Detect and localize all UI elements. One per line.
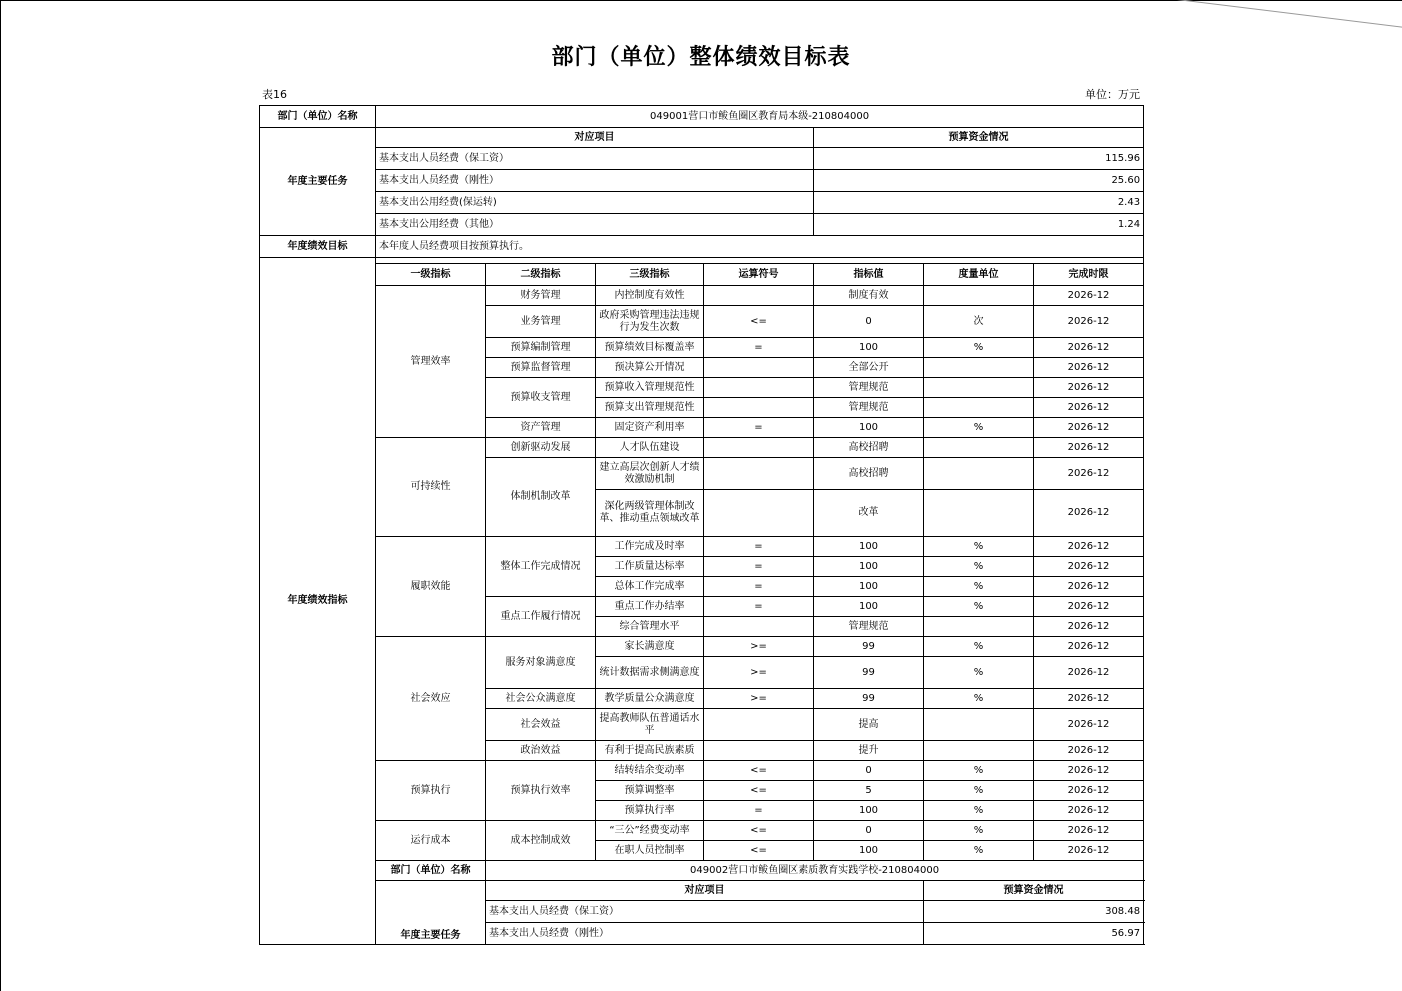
deadline-cell: 2026-12	[1034, 597, 1144, 617]
item-header: 对应项目	[376, 128, 814, 148]
level1-cell: 运行成本	[376, 821, 486, 861]
level2-cell: 体制机制改革	[486, 458, 596, 537]
dept-name-value: 049002营口市鲅鱼圈区素质教育实践学校-210804000	[486, 861, 1144, 881]
level3-cell: 教学质量公众满意度	[596, 689, 704, 709]
task-row	[260, 148, 1144, 170]
deadline-cell: 2026-12	[1034, 637, 1144, 657]
level2-cell: 预算编制管理	[486, 338, 596, 358]
deadline-cell: 2026-12	[1034, 286, 1144, 306]
operator-cell: =	[704, 597, 814, 617]
task-amount: 25.60	[814, 170, 1144, 192]
value-cell: 0	[814, 761, 924, 781]
unit-cell	[924, 286, 1034, 306]
deadline-cell: 2026-12	[1034, 458, 1144, 490]
operator-cell: <=	[704, 306, 814, 338]
operator-cell	[704, 398, 814, 418]
task-item: 基本支出公用经费（其他）	[376, 214, 814, 236]
unit-cell	[924, 490, 1034, 537]
unit-cell	[924, 741, 1034, 761]
unit-cell: %	[924, 801, 1034, 821]
indicator-header-row	[260, 264, 1144, 286]
level1-cell: 履职效能	[376, 537, 486, 637]
deadline-cell: 2026-12	[1034, 358, 1144, 378]
value-cell: 高校招聘	[814, 438, 924, 458]
operator-cell	[704, 617, 814, 637]
value-cell: 99	[814, 657, 924, 689]
value-cell: 管理规范	[814, 378, 924, 398]
dept-name-label: 部门（单位）名称	[376, 861, 486, 881]
operator-cell: =	[704, 801, 814, 821]
level3-cell: 家长满意度	[596, 637, 704, 657]
operator-cell: >=	[704, 657, 814, 689]
task-item: 基本支出人员经费（保工资）	[376, 148, 814, 170]
level2-cell: 预算监督管理	[486, 358, 596, 378]
annual-indicators-label: 年度绩效指标	[260, 258, 376, 945]
header-level2: 二级指标	[486, 264, 596, 286]
operator-cell: =	[704, 557, 814, 577]
deadline-cell: 2026-12	[1034, 689, 1144, 709]
unit-cell	[924, 398, 1034, 418]
value-cell: 提高	[814, 709, 924, 741]
operator-cell: <=	[704, 761, 814, 781]
operator-cell: =	[704, 418, 814, 438]
task-row	[260, 214, 1144, 236]
deadline-cell: 2026-12	[1034, 781, 1144, 801]
level3-cell: 提高教师队伍普通话水平	[596, 709, 704, 741]
unit-cell: %	[924, 338, 1034, 358]
value-cell: 100	[814, 418, 924, 438]
deadline-cell: 2026-12	[1034, 821, 1144, 841]
value-cell: 100	[814, 841, 924, 861]
unit-cell	[924, 378, 1034, 398]
deadline-cell: 2026-12	[1034, 306, 1144, 338]
level3-cell: 预算收入管理规范性	[596, 378, 704, 398]
deadline-cell: 2026-12	[1034, 709, 1144, 741]
goal-row	[260, 236, 1144, 258]
unit-cell: %	[924, 841, 1034, 861]
task-item: 基本支出公用经费(保运转)	[376, 192, 814, 214]
task-header-row	[260, 881, 1144, 901]
unit-cell: %	[924, 557, 1034, 577]
unit-cell: %	[924, 761, 1034, 781]
header-level3: 三级指标	[596, 264, 704, 286]
value-cell: 100	[814, 801, 924, 821]
level3-cell: “三公”经费变动率	[596, 821, 704, 841]
level2-cell: 服务对象满意度	[486, 637, 596, 689]
level3-cell: 统计数据需求侧满意度	[596, 657, 704, 689]
level3-cell: 重点工作办结率	[596, 597, 704, 617]
unit-cell: %	[924, 537, 1034, 557]
operator-cell: =	[704, 338, 814, 358]
level3-cell: 预决算公开情况	[596, 358, 704, 378]
level3-cell: 建立高层次创新人才绩效激励机制	[596, 458, 704, 490]
level3-cell: 综合管理水平	[596, 617, 704, 637]
level2-cell: 预算收支管理	[486, 378, 596, 418]
value-cell: 管理规范	[814, 617, 924, 637]
deadline-cell: 2026-12	[1034, 438, 1144, 458]
unit-cell	[924, 358, 1034, 378]
level3-cell: 结转结余变动率	[596, 761, 704, 781]
annual-tasks-label: 年度主要任务	[260, 128, 376, 236]
deadline-cell: 2026-12	[1034, 617, 1144, 637]
task-amount: 2.43	[814, 192, 1144, 214]
corner-line	[1120, 0, 1402, 32]
operator-cell	[704, 458, 814, 490]
unit-cell	[924, 458, 1034, 490]
header-operator: 运算符号	[704, 264, 814, 286]
dept-row	[260, 106, 1144, 128]
level3-cell: 内控制度有效性	[596, 286, 704, 306]
unit-cell: %	[924, 821, 1034, 841]
operator-cell	[704, 490, 814, 537]
deadline-cell: 2026-12	[1034, 338, 1144, 358]
task-header-row	[260, 128, 1144, 148]
operator-cell	[704, 378, 814, 398]
unit-label: 单位：万元	[1085, 88, 1140, 101]
deadline-cell: 2026-12	[1034, 398, 1144, 418]
deadline-cell: 2026-12	[1034, 577, 1144, 597]
deadline-cell: 2026-12	[1034, 490, 1144, 537]
level3-cell: 预算支出管理规范性	[596, 398, 704, 418]
indicator-row	[260, 438, 1144, 458]
operator-cell: <=	[704, 821, 814, 841]
operator-cell: =	[704, 577, 814, 597]
deadline-cell: 2026-12	[1034, 761, 1144, 781]
value-cell: 100	[814, 338, 924, 358]
budget-header: 预算资金情况	[814, 128, 1144, 148]
unit-cell	[924, 617, 1034, 637]
level2-cell: 创新驱动发展	[486, 438, 596, 458]
task-row	[260, 170, 1144, 192]
operator-cell	[704, 358, 814, 378]
unit-cell: %	[924, 597, 1034, 617]
level2-cell: 资产管理	[486, 418, 596, 438]
level3-cell: 深化两级管理体制改革、推动重点领域改革	[596, 490, 704, 537]
unit-cell: %	[924, 781, 1034, 801]
operator-cell: >=	[704, 637, 814, 657]
level3-cell: 在职人员控制率	[596, 841, 704, 861]
item-header: 对应项目	[486, 881, 924, 901]
deadline-cell: 2026-12	[1034, 841, 1144, 861]
unit-cell: %	[924, 637, 1034, 657]
deadline-cell: 2026-12	[1034, 657, 1144, 689]
level3-cell: 预算调整率	[596, 781, 704, 801]
dept-name-label: 部门（单位）名称	[260, 106, 376, 128]
level2-cell: 财务管理	[486, 286, 596, 306]
task-row	[260, 192, 1144, 214]
annual-goal-value: 本年度人员经费项目按预算执行。	[376, 236, 1144, 258]
level2-cell: 业务管理	[486, 306, 596, 338]
level2-cell: 社会效益	[486, 709, 596, 741]
level3-cell: 有利于提高民族素质	[596, 741, 704, 761]
level3-cell: 固定资产利用率	[596, 418, 704, 438]
level2-cell: 整体工作完成情况	[486, 537, 596, 597]
unit-cell: 次	[924, 306, 1034, 338]
table-number: 表16	[262, 88, 287, 101]
level3-cell: 工作质量达标率	[596, 557, 704, 577]
task-amount: 308.48	[924, 901, 1144, 923]
level3-cell: 总体工作完成率	[596, 577, 704, 597]
indicator-row	[260, 537, 1144, 557]
level3-cell: 人才队伍建设	[596, 438, 704, 458]
level1-cell: 管理效率	[376, 286, 486, 438]
value-cell: 100	[814, 597, 924, 617]
value-cell: 制度有效	[814, 286, 924, 306]
task-amount: 56.97	[924, 923, 1144, 945]
deadline-cell: 2026-12	[1034, 557, 1144, 577]
annual-goal-label: 年度绩效目标	[260, 236, 376, 258]
task-amount: 115.96	[814, 148, 1144, 170]
value-cell: 100	[814, 557, 924, 577]
value-cell: 0	[814, 821, 924, 841]
value-cell: 0	[814, 306, 924, 338]
level2-cell: 预算执行效率	[486, 761, 596, 821]
unit-cell: %	[924, 418, 1034, 438]
task-item: 基本支出人员经费（刚性）	[486, 923, 924, 945]
level1-cell: 可持续性	[376, 438, 486, 537]
page-title: 部门（单位）整体绩效目标表	[551, 45, 851, 70]
value-cell: 全部公开	[814, 358, 924, 378]
level2-cell: 社会公众满意度	[486, 689, 596, 709]
indicator-row	[260, 761, 1144, 781]
deadline-cell: 2026-12	[1034, 537, 1144, 557]
value-cell: 99	[814, 689, 924, 709]
unit-cell: %	[924, 689, 1034, 709]
level1-cell: 预算执行	[376, 761, 486, 821]
level2-cell: 成本控制成效	[486, 821, 596, 861]
task-item: 基本支出人员经费（刚性）	[376, 170, 814, 192]
operator-cell	[704, 709, 814, 741]
value-cell: 5	[814, 781, 924, 801]
dept-row	[260, 861, 1144, 881]
operator-cell: <=	[704, 841, 814, 861]
deadline-cell: 2026-12	[1034, 378, 1144, 398]
task-item: 基本支出人员经费（保工资）	[486, 901, 924, 923]
value-cell: 99	[814, 637, 924, 657]
unit-cell	[924, 438, 1034, 458]
deadline-cell: 2026-12	[1034, 741, 1144, 761]
header-level1: 一级指标	[376, 264, 486, 286]
value-cell: 100	[814, 577, 924, 597]
value-cell: 提升	[814, 741, 924, 761]
indicator-row	[260, 286, 1144, 306]
level3-cell: 政府采购管理违法违规行为发生次数	[596, 306, 704, 338]
page-border-left	[0, 0, 1, 991]
value-cell: 高校招聘	[814, 458, 924, 490]
operator-cell: <=	[704, 781, 814, 801]
budget-header: 预算资金情况	[924, 881, 1144, 901]
annual-tasks-label: 年度主要任务	[376, 881, 486, 945]
unit-cell	[924, 709, 1034, 741]
level2-cell: 重点工作履行情况	[486, 597, 596, 637]
header-unit: 度量单位	[924, 264, 1034, 286]
deadline-cell: 2026-12	[1034, 418, 1144, 438]
task-amount: 1.24	[814, 214, 1144, 236]
indicator-row	[260, 637, 1144, 657]
level3-cell: 预算执行率	[596, 801, 704, 821]
operator-cell	[704, 286, 814, 306]
performance-table	[259, 105, 1144, 945]
value-cell: 管理规范	[814, 398, 924, 418]
indicator-row	[260, 821, 1144, 841]
value-cell: 100	[814, 537, 924, 557]
header-deadline: 完成时限	[1034, 264, 1144, 286]
level3-cell: 工作完成及时率	[596, 537, 704, 557]
dept-name-value: 049001营口市鲅鱼圈区教育局本级-210804000	[376, 106, 1144, 128]
level2-cell: 政治效益	[486, 741, 596, 761]
unit-cell: %	[924, 657, 1034, 689]
deadline-cell: 2026-12	[1034, 801, 1144, 821]
value-cell: 改革	[814, 490, 924, 537]
operator-cell: =	[704, 537, 814, 557]
level3-cell: 预算绩效目标覆盖率	[596, 338, 704, 358]
header-value: 指标值	[814, 264, 924, 286]
unit-cell: %	[924, 577, 1034, 597]
level1-cell: 社会效应	[376, 637, 486, 761]
operator-cell	[704, 438, 814, 458]
operator-cell: >=	[704, 689, 814, 709]
operator-cell	[704, 741, 814, 761]
